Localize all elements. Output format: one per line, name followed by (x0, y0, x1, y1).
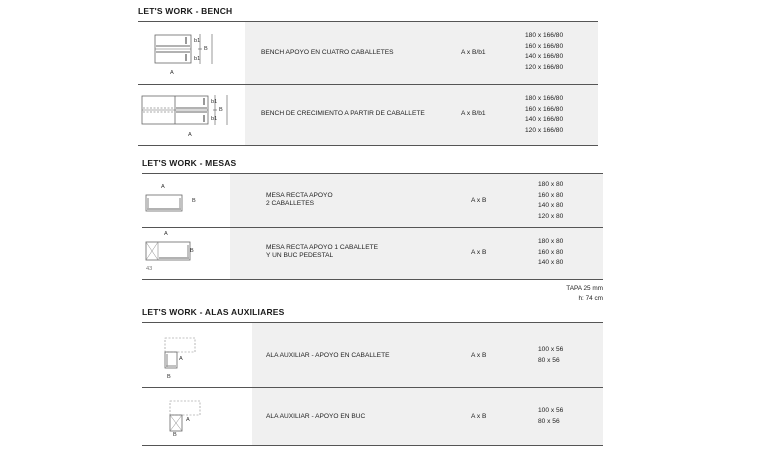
dim-label-b: B (219, 107, 223, 113)
dim-label-43: 43 (146, 266, 153, 272)
dimension-formula: A x B (471, 352, 487, 359)
product-description: ALA AUXILIAR - APOYO EN CABALLETE (266, 352, 390, 359)
dim-label-a: A (179, 356, 183, 362)
dimension-formula: A x B (471, 197, 487, 204)
size-list: 180 x 166/80 160 x 166/80 140 x 166/80 120 x 166/80 (525, 32, 564, 71)
size-list: 100 x 56 80 x 56 (538, 346, 564, 364)
dim-label-a: A (164, 231, 168, 237)
section-title-alas: LET'S WORK - ALAS AUXILIARES (142, 307, 285, 317)
dimension-formula: A x B/b1 (461, 49, 486, 56)
product-description: BENCH APOYO EN CUATRO CABALLETES (261, 49, 394, 56)
section-title-bench: LET'S WORK - BENCH (138, 6, 233, 16)
dimension-formula: A x B (471, 249, 487, 256)
table-row (138, 85, 598, 145)
row-rule (142, 279, 603, 280)
dimension-formula: A x B/b1 (461, 110, 486, 117)
aux-wing-trestle-icon (164, 337, 198, 371)
table-row (138, 22, 598, 84)
bench-growth-trestle-icon (141, 93, 231, 133)
table-row (142, 228, 603, 279)
table-row (142, 388, 603, 445)
dim-label-b1: b1 (194, 38, 201, 44)
product-description: ALA AUXILIAR - APOYO EN BUC (266, 413, 366, 420)
dim-label-a: A (170, 70, 174, 76)
dimension-formula: A x B (471, 413, 487, 420)
table-row (142, 323, 603, 387)
dim-label-a: A (161, 184, 165, 190)
size-list: 180 x 80 160 x 80 140 x 80 (538, 238, 564, 267)
desk-trestle-pedestal-icon (145, 241, 193, 265)
section-title-mesas: LET'S WORK - MESAS (142, 158, 237, 168)
bench-four-trestles-icon (154, 32, 224, 80)
dim-label-b: B (167, 374, 171, 380)
size-list: 180 x 80 160 x 80 140 x 80 120 x 80 (538, 181, 564, 220)
dim-label-b1: b1 (194, 56, 201, 62)
table-row (142, 174, 603, 227)
dim-label-a: A (186, 417, 190, 423)
product-description: MESA RECTA APOYO 1 CABALLETE Y UN BUC PEDESTAL (266, 244, 379, 259)
dim-label-b1: b1 (211, 116, 218, 122)
product-description: MESA RECTA APOYO 2 CABALLETES (266, 192, 333, 207)
product-description: BENCH DE CRECIMIENTO A PARTIR DE CABALLETE (261, 110, 425, 117)
dim-label-b: B (190, 248, 194, 254)
dim-label-a: A (188, 132, 192, 138)
dim-label-b1: b1 (211, 99, 218, 105)
desk-two-trestles-icon (145, 194, 185, 214)
size-list: 100 x 56 80 x 56 (538, 407, 564, 425)
row-rule (142, 445, 603, 446)
dim-label-b: B (204, 46, 208, 52)
dim-label-b: B (192, 198, 196, 204)
dim-label-b: B (173, 432, 177, 438)
size-list: 180 x 166/80 160 x 166/80 140 x 166/80 120 x 166/80 (525, 95, 564, 134)
spec-notes: TAPA 25 mm h: 74 cm (566, 285, 603, 302)
row-rule (138, 145, 598, 146)
